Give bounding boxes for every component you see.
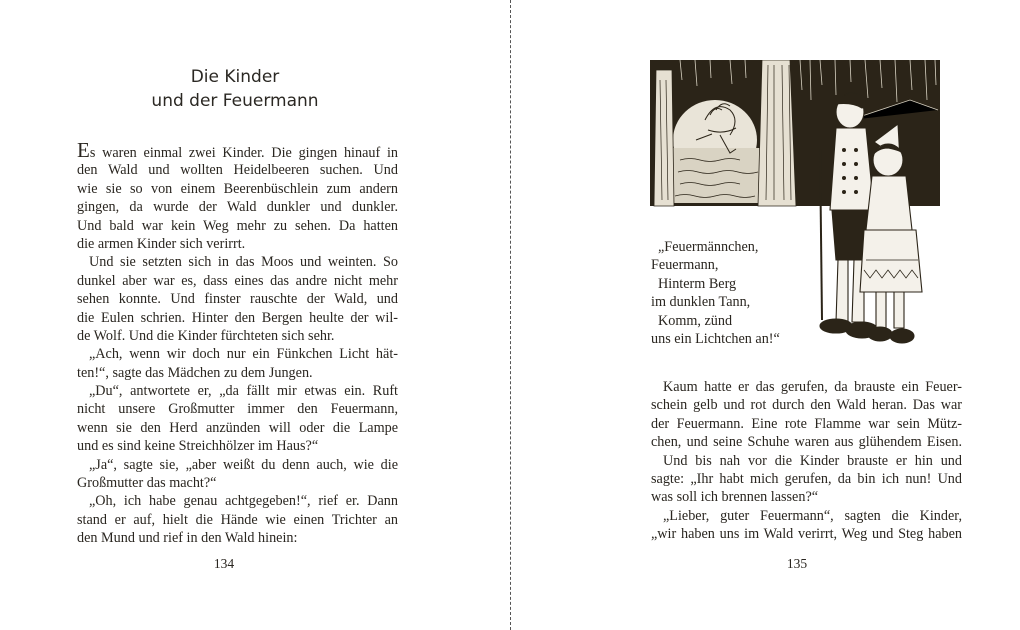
page-number-left: 134 [213,556,235,571]
text-line: und es sind keine Streichhölzer im Haus?“ [77,438,319,455]
text-line [77,138,398,162]
story-title [70,65,400,113]
text-line: was soll ich brennen lassen?“ [651,489,819,506]
text-line: Und sie setzten sich in das Moos und weinten. So [89,254,398,271]
text-line: sagte: „Ihr habt mich gerufen, da bin ich nun! Und [651,470,962,487]
drop-cap: E [77,138,90,162]
text-line: wenn sie den Herd anzünden will oder die Lampe [77,419,398,436]
verse-line: Komm, zünd [658,312,733,329]
text-line: schein gelb und rot durch den Wald heran. Das war [651,397,962,414]
title-line-2: und der Feuermann [151,91,319,111]
text-line: den Mund und rief in den Wald hinein: [77,530,298,547]
text-line-content: s waren einmal zwei Kinder. Die gingen hinauf in [89,145,398,161]
verse-line: uns ein Lichtchen an!“ [651,331,780,348]
right-page [512,0,1020,630]
text-line: stand er auf, hielt die Hände wie einen Trichter an [77,511,398,528]
text-line: den Wald und wollten Heidelbeeren suchen. Und [77,162,398,179]
right-body-text [651,378,962,544]
text-line: „Du“, antwortete er, „da fällt mir etwas ein. Ruft [89,383,398,400]
text-line: Und bis nah vor die Kinder brauste er hin und [663,452,962,469]
text-line: der Feuermann. Eine rote Flamme war sein Mütz- [651,415,962,432]
verse-block [651,238,821,348]
text-line: ten!“, sagte das Mädchen zu dem Jungen. [77,364,313,381]
text-line: dunkel aber war es, dass eines das andre nicht mehr [77,272,398,289]
text-line: Großmutter das macht?“ [77,475,217,492]
text-line: die armen Kinder sich verirrt. [77,235,246,252]
text-line: die Eulen schrien. Hinter den Bergen heulte der wil- [77,309,398,326]
text-line: „wir haben uns im Wald verirrt, Weg und Steg haben [651,526,962,543]
title-line-1: Die Kinder [190,67,280,87]
text-line: wie sie so von einem Beerenbüschlein zum andern [77,180,398,197]
text-line: „Oh, ich habe genau achtgegeben!“, rief er. Dann [89,493,398,510]
text-line: nicht unsere Großmutter immer den Feuermann, [77,401,398,418]
text-line: gingen, da wurde der Wald dunkler und dunkler. [77,199,398,216]
text-line: Und bald war kein Weg mehr zu sehen. Da hatten [77,217,398,234]
text-line: „Lieber, guter Feuermann“, sagten die Kinder, [663,507,962,524]
verse-line: im dunklen Tann, [651,294,751,311]
text-line: chen, und seine Schuhe waren aus glühendem Eisen. [651,434,962,451]
page-divider [510,0,511,630]
text-line: de Wolf. Und die Kinder fürchteten sich sehr. [77,327,335,344]
verse-line: Hinterm Berg [658,275,737,292]
verse-line: Feuermann, [651,257,719,274]
text-line: „Ach, wenn wir doch nur ein Fünkchen Licht hät- [89,346,398,363]
text-line: Kaum hatte er das gerufen, da brauste ein Feuer- [663,379,962,395]
verse-line: „Feuermännchen, [658,239,759,255]
page-number-right: 135 [786,556,808,571]
left-body-text [77,138,398,548]
text-line: sehen konnte. Und finster rauschte der Wald, und [77,291,398,308]
text-line: „Ja“, sagte sie, „aber weißt du denn auch, wie die [89,456,398,473]
